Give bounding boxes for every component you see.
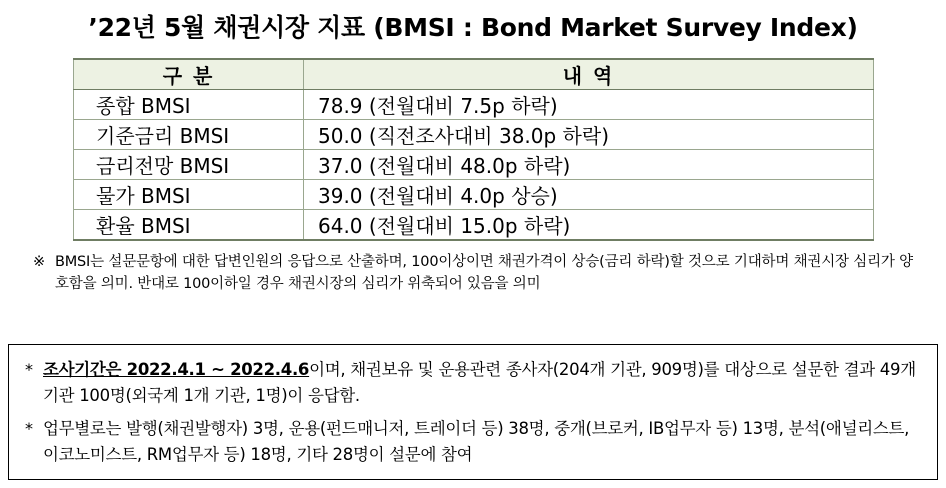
document-page xyxy=(0,8,946,488)
footnote-mark-icon: ※ xyxy=(33,254,45,270)
row-label: 종합 BMSI xyxy=(74,90,304,120)
survey-info-box xyxy=(8,344,938,480)
bullet-text xyxy=(43,416,919,469)
row-value: 78.9 (전월대비 7.5p 하락) xyxy=(304,90,874,120)
table-row xyxy=(74,210,874,241)
list-item xyxy=(25,416,919,469)
list-item xyxy=(25,357,919,410)
bullet-mark-icon: * xyxy=(25,360,33,379)
row-value: 37.0 (전월대비 48.0p 하락) xyxy=(304,150,874,180)
table-header xyxy=(74,59,874,90)
column-header-detail: 내 역 xyxy=(304,59,874,90)
bmsi-table-wrapper xyxy=(73,58,873,241)
bullet-text xyxy=(43,357,919,410)
row-label: 물가 BMSI xyxy=(74,180,304,210)
table-row xyxy=(74,120,874,150)
row-value: 39.0 (전월대비 4.0p 상승) xyxy=(304,180,874,210)
table-row xyxy=(74,90,874,120)
column-header-category: 구 분 xyxy=(74,59,304,90)
row-value: 64.0 (전월대비 15.0p 하락) xyxy=(304,210,874,241)
footnote-text: BMSI는 설문문항에 대한 답변인원의 응답으로 산출하며, 100이상이면 채권가격이 상승(금리 하락)할 것으로 기대하며 채권시장 심리가 양호함을 의미. 반대로 100이하일 경우 채권시장의 심리가 위축되어 있음을 의미 xyxy=(55,254,913,293)
row-value: 50.0 (직전조사대비 38.0p 하락) xyxy=(304,120,874,150)
table-body xyxy=(74,90,874,241)
bullet-rest: 이며, 채권보유 및 운용관련 종사자(204개 기관, 909명)를 대상으로 설문한 결과 49개 기관 100명(외국계 1개 기관, 1명)이 응답함. xyxy=(43,360,916,406)
bullet-mark-icon: * xyxy=(25,418,33,438)
row-label: 환율 BMSI xyxy=(74,210,304,241)
bullet-rest: 업무별로는 발행(채권발행자) 3명, 운용(펀드매니저, 트레이더 등) 38명, 중개(브로커, IB업무자 등) 13명, 분석(애널리스트, 이코노미스트, RM업무자 등) 18명, 기타 28명이 설문에 참여 xyxy=(43,418,910,465)
bmsi-table xyxy=(73,58,874,241)
table-row xyxy=(74,180,874,210)
table-row xyxy=(74,150,874,180)
footnote xyxy=(33,251,913,296)
row-label: 금리전망 BMSI xyxy=(74,150,304,180)
row-label: 기준금리 BMSI xyxy=(74,120,304,150)
page-title: ’22년 5월 채권시장 지표 (BMSI : Bond Market Survey Index) xyxy=(88,13,858,42)
table-header-row xyxy=(74,59,874,90)
bullet-emphasis: 조사기간은 2022.4.1 ~ 2022.4.6 xyxy=(43,360,310,379)
